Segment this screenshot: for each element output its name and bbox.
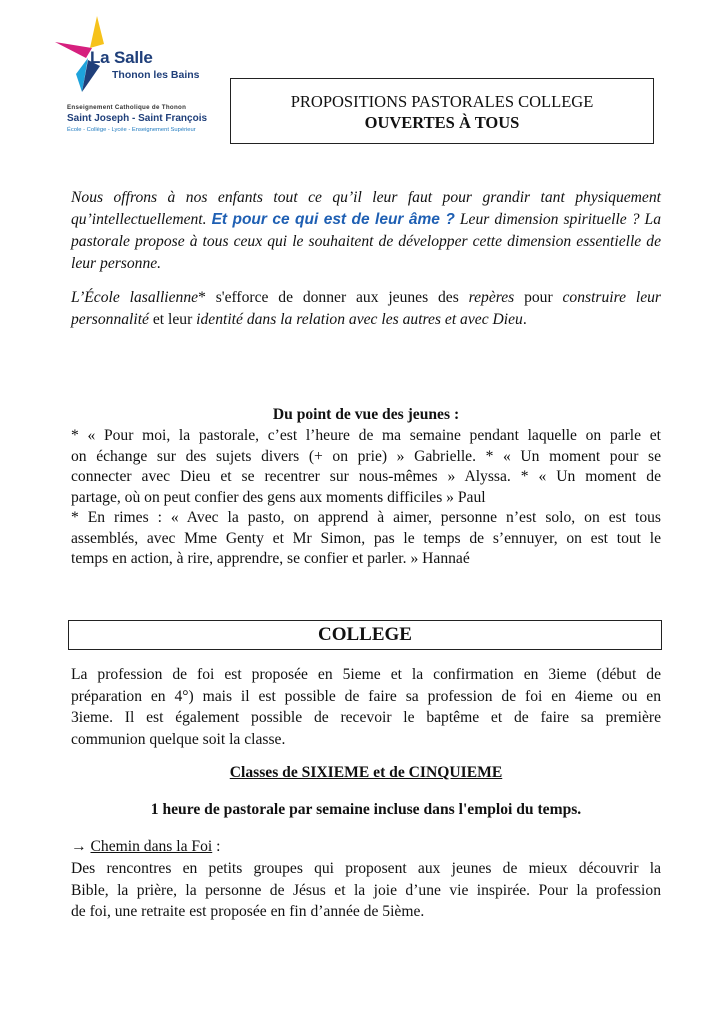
school-logo <box>52 14 212 139</box>
lasalle-identite: identité dans la relation avec les autres et avec Dieu <box>196 311 523 328</box>
arrow-icon: → <box>71 838 87 855</box>
youth-line: assemblés, avec Mme Genty et Mr Simon, pas le temps de s’ennuyer, on est tout le <box>71 529 661 547</box>
lasalle-school: L’École lasallienne <box>71 289 199 306</box>
logo-name: La Salle <box>90 48 153 67</box>
youth-line: on échange sur des sujets divers (+ on prie) » Gabrielle. * « Un moment pour se <box>71 447 661 465</box>
chemin-line: de foi, une retraite est proposée en fin d’année de 5ième. <box>71 903 425 920</box>
youth-line: * En rimes : « Avec la pasto, on apprend à aimer, personne n’est solo, on est tous <box>71 509 661 526</box>
youth-line: partage, où on peut confier des gens aux moments difficiles » Paul <box>71 488 486 506</box>
logo-city: Thonon les Bains <box>112 69 200 81</box>
profession-line: préparation en 4°) mais il est possible de faire sa profession de foi en 4ieme ou en <box>71 687 661 705</box>
profession-line: 3ieme. Il est également possible de recevoir le baptême et de faire sa première <box>71 709 661 726</box>
profession-line: communion quelque soit la classe. <box>71 730 286 748</box>
chemin-paragraph <box>71 858 661 923</box>
logo-enseignement: Enseignement Catholique de Thonon <box>67 104 187 111</box>
chemin-title-text: Chemin dans la Foi <box>90 838 213 855</box>
lasalle-star: * <box>198 289 206 306</box>
lasalle-text-3: et leur <box>148 311 197 328</box>
intro-part2: Leur dimension spirituelle ? La pastorale propose à tous ceux qui le souhaitent de développer cette dimension essentielle de leur personne. <box>71 211 662 272</box>
lasalle-text-4: . <box>522 311 527 328</box>
hour-line: 1 heure de pastorale par semaine incluse dans l'emploi du temps. <box>150 801 582 818</box>
header-box <box>230 78 654 144</box>
intro-paragraph <box>71 187 661 275</box>
chemin-title-colon: : <box>212 838 221 855</box>
lasalle-text-1: s'efforce de donner aux jeunes des <box>205 289 469 306</box>
intro-question: Et pour ce qui est de leur âme ? <box>211 211 455 228</box>
logo-levels: École - Collège - Lycée - Enseignement Supérieur <box>67 127 196 133</box>
lasalle-paragraph <box>71 287 661 331</box>
lasalle-construire: construire leur personnalité <box>71 289 661 328</box>
intro-part1: Nous offrons à nos enfants tout ce qu’il leur faut pour grandir tant physiquement qu’intellectuellement. <box>71 189 661 228</box>
profession-line: La profession de foi est proposée en 5ieme et la confirmation en 3ieme (début de <box>71 666 661 683</box>
classes-title: Classes de SIXIEME et de CINQUIEME <box>229 764 503 781</box>
youth-testimonies <box>71 426 661 570</box>
lasalle-reperes: repères <box>468 289 515 306</box>
logo-schools: Saint Joseph - Saint François <box>67 113 208 124</box>
lasalle-text-2: pour <box>514 289 563 306</box>
chemin-title <box>71 838 220 856</box>
header-title-line1: PROPOSITIONS PASTORALES COLLEGE <box>290 92 594 111</box>
header-title-line2: OUVERTES À TOUS <box>364 113 520 132</box>
college-section-title: COLLEGE <box>68 620 662 650</box>
profession-paragraph <box>71 664 661 750</box>
youth-line: connecter avec Dieu et se recentrer sur nous-mêmes » Alyssa. * « Un moment de <box>71 468 661 485</box>
youth-section-title: Du point de vue des jeunes : <box>272 406 460 423</box>
chemin-line: Des rencontres en petits groupes qui proposent aux jeunes de mieux découvrir la <box>71 860 661 877</box>
chemin-line: Bible, la prière, la personne de Jésus et la joie d’une vie inspirée. Pour la profession <box>71 881 661 899</box>
youth-line: * « Pour moi, la pastorale, c’est l’heure de ma semaine pendant laquelle on parle et <box>71 427 661 444</box>
youth-line: temps en action, à rire, apprendre, se confier et parler. » Hannaé <box>71 550 470 567</box>
